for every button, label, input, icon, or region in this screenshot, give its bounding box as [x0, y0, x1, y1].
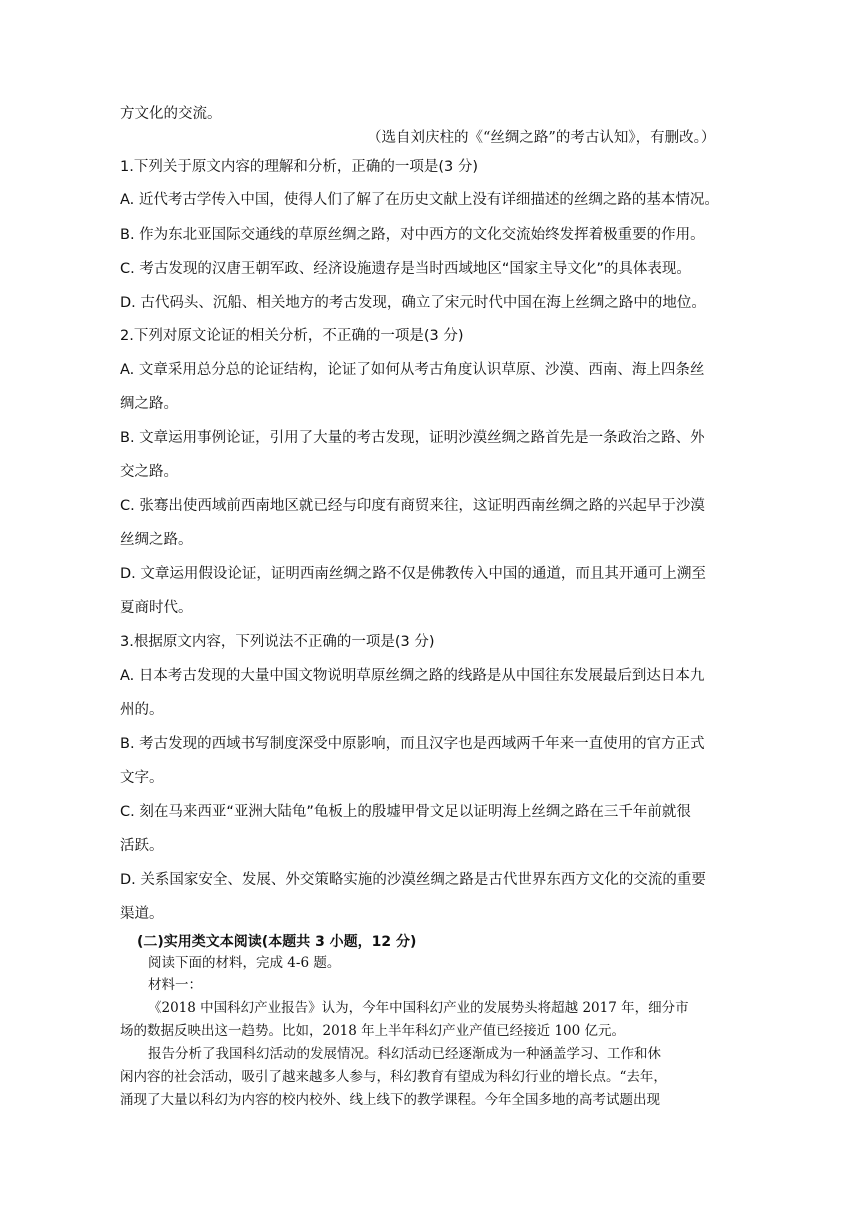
question-2-option-d-line-1: D. 文章运用假设论证，证明西南丝绸之路不仅是佛教传入中国的通道，而且其开通可上溯至 [120, 566, 706, 582]
question-2-stem: 2.下列对原文论证的相关分析，不正确的一项是(3 分) [120, 328, 464, 344]
question-1-stem: 1.下列关于原文内容的理解和分析，正确的一项是(3 分) [120, 159, 478, 175]
question-3-option-a-line-1: A. 日本考古发现的大量中国文物说明草原丝绸之路的线路是从中国往东发展最后到达日本九 [120, 668, 705, 684]
question-2-option-a-line-2: 绸之路。 [120, 396, 178, 412]
material-paragraph-2-line-1: 报告分析了我国科幻活动的发展情况。科幻活动已经逐渐成为一种涵盖学习、工作和休 [148, 1046, 661, 1062]
question-3-option-c-line-2: 活跃。 [120, 838, 164, 854]
question-3-option-a-line-2: 州的。 [120, 702, 164, 718]
material-paragraph-2-line-3: 涌现了大量以科幻为内容的校内校外、线上线下的教学课程。今年全国多地的高考试题出现 [120, 1092, 660, 1108]
question-1-option-a: A. 近代考古学传入中国，使得人们了解了在历史文献上没有详细描述的丝绸之路的基本情况。 [120, 192, 719, 208]
question-2-option-c-line-2: 丝绸之路。 [120, 532, 193, 548]
question-3-option-d-line-2: 渠道。 [120, 906, 164, 922]
material-label: 材料一： [148, 977, 202, 993]
question-2-option-c-line-1: C. 张骞出使西域前西南地区就已经与印度有商贸来往，这证明西南丝绸之路的兴起早于沙漠 [120, 498, 705, 514]
question-3-option-b-line-1: B. 考古发现的西域书写制度深受中原影响，而且汉字也是西域两千年来一直使用的官方正式 [120, 736, 705, 752]
question-1-option-b: B. 作为东北亚国际交通线的草原丝绸之路，对中西方的文化交流始终发挥着极重要的作用。 [120, 227, 705, 243]
question-3-option-c-line-1: C. 刻在马来西亚“亚洲大陆龟”龟板上的殷墟甲骨文足以证明海上丝绸之路在三千年前就很 [120, 804, 691, 820]
question-3-option-b-line-2: 文字。 [120, 770, 164, 786]
passage-end-line: 方文化的交流。 [120, 106, 222, 122]
source-citation: （选自刘庆柱的《“丝绸之路”的考古认知》，有删改。） [367, 130, 716, 146]
material-paragraph-1-line-2: 场的数据反映出这一趋势。比如，2018 年上半年科幻产业产值已经接近 100 亿元。 [120, 1023, 625, 1039]
question-1-option-d: D. 古代码头、沉船、相关地方的考古发现，确立了宋元时代中国在海上丝绸之路中的地位。 [120, 295, 706, 311]
question-3-stem: 3.根据原文内容，下列说法不正确的一项是(3 分) [120, 634, 435, 650]
question-2-option-d-line-2: 夏商时代。 [120, 600, 193, 616]
question-2-option-a-line-1: A. 文章采用总分总的论证结构，论证了如何从考古角度认识草原、沙漠、西南、海上四条丝 [120, 362, 705, 378]
material-paragraph-1-line-1: 《2018 中国科幻产业报告》认为，今年中国科幻产业的发展势头将超越 2017 年，细分市 [148, 1000, 689, 1016]
section-heading: (二)实用类文本阅读(本题共 3 小题，12 分) [137, 934, 417, 950]
material-paragraph-2-line-2: 闲内容的社会活动，吸引了越来越多人参与，科幻教育有望成为科幻行业的增长点。“去年， [120, 1069, 667, 1085]
question-1-option-c: C. 考古发现的汉唐王朝军政、经济设施遗存是当时西域地区“国家主导文化”的具体表现。 [120, 261, 691, 277]
reading-instruction: 阅读下面的材料，完成 4-6 题。 [148, 955, 341, 971]
question-3-option-d-line-1: D. 关系国家安全、发展、外交策略实施的沙漠丝绸之路是古代世界东西方文化的交流的重要 [120, 872, 706, 888]
question-2-option-b-line-2: 交之路。 [120, 464, 178, 480]
question-2-option-b-line-1: B. 文章运用事例论证，引用了大量的考古发现，证明沙漠丝绸之路首先是一条政治之路、外 [120, 430, 705, 446]
